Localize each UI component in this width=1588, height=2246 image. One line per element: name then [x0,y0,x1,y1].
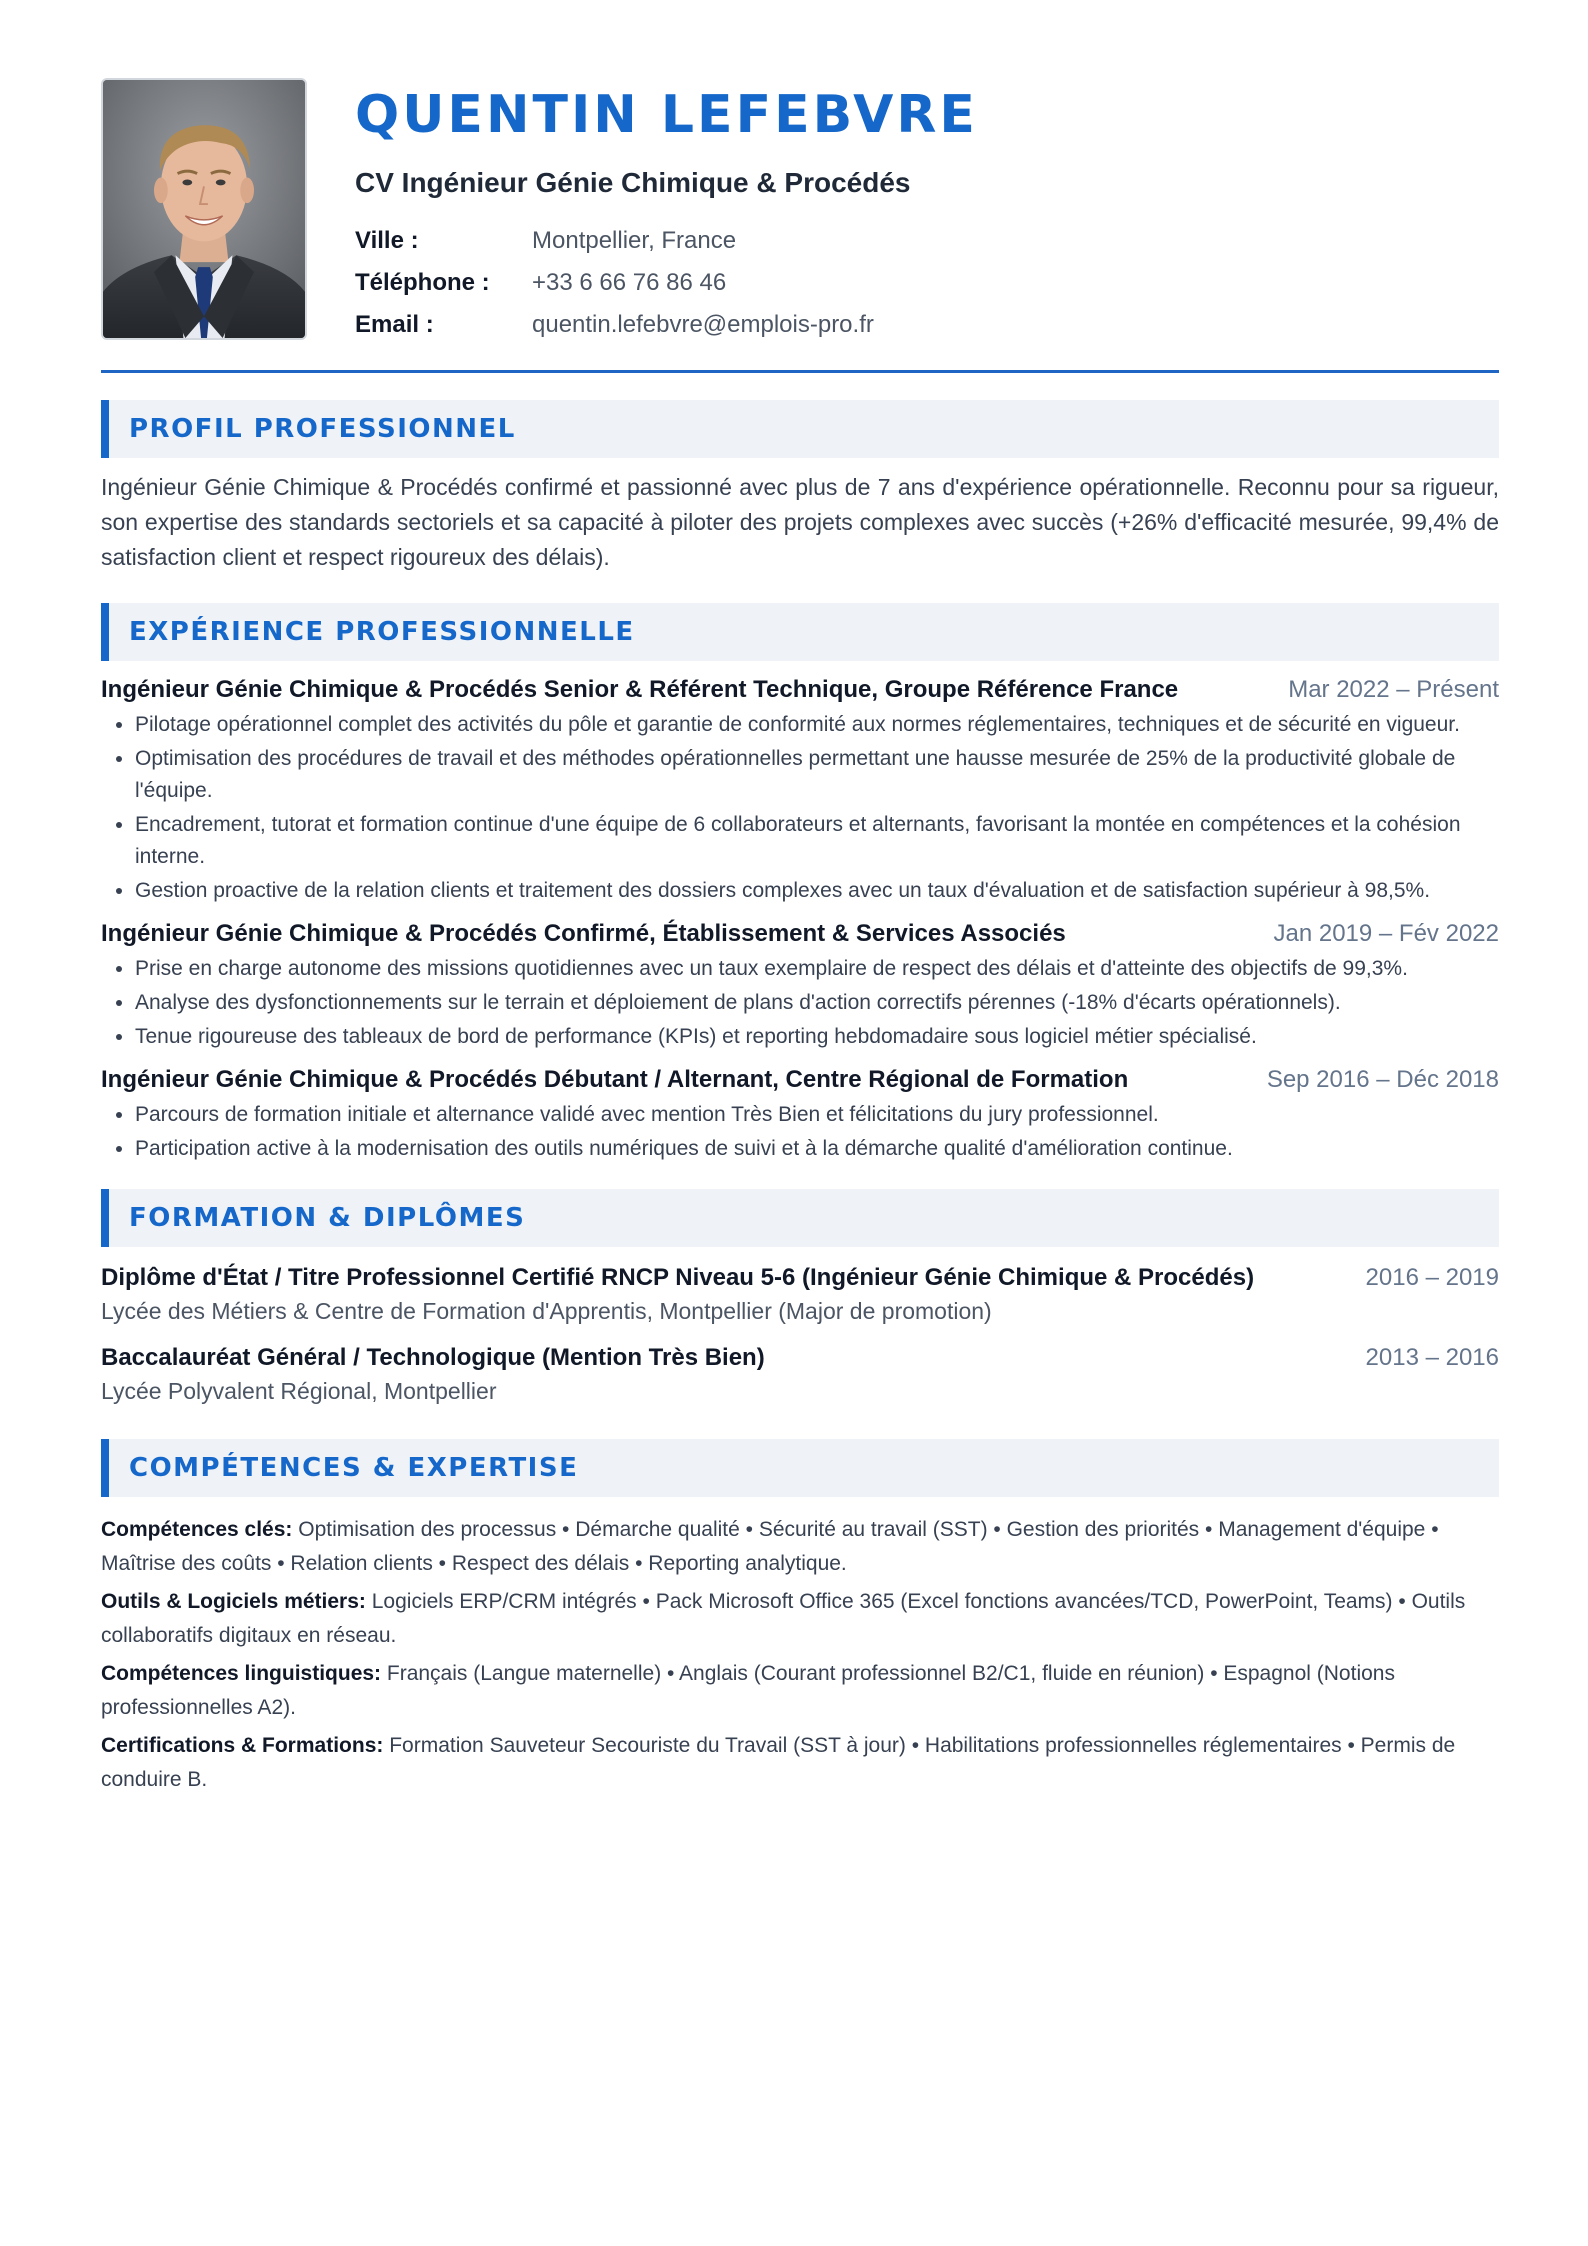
section-heading-text: EXPÉRIENCE PROFESSIONNELLE [129,617,635,647]
resume-title: CV Ingénieur Génie Chimique & Procédés [355,167,911,198]
job-title: Ingénieur Génie Chimique & Procédés Confirmé, Établissement & Services Associés [101,920,1066,947]
resume-page [101,78,1499,1801]
job-date: Mar 2022 – Présent [1288,676,1499,703]
skill-label: Certifications & Formations: [101,1734,384,1757]
school-name: Lycée des Métiers & Centre de Formation d'Apprentis, Montpellier (Major de promotion) [101,1298,992,1324]
header-info [355,78,1499,346]
skills-section [101,1439,1499,1797]
contact-label: Email : [355,311,434,338]
contact-list [355,220,1499,346]
skill-item [101,1513,1499,1581]
job-header [101,1063,1499,1097]
school-name: Lycée Polyvalent Régional, Montpellier [101,1378,497,1404]
degree-title: Baccalauréat Général / Technologique (Mention Très Bien) [101,1344,765,1371]
bullet-item: • Prise en charge autonome des missions quotidiennes avec un taux exemplaire de respect des délais et d'atteinte des objectifs de 99,3%. [135,953,1499,985]
profile-photo [101,78,307,340]
section-heading-text: FORMATION & DIPLÔMES [129,1203,526,1233]
profile-summary: Ingénieur Génie Chimique & Procédés confirmé et passionné avec plus de 7 ans d'expérience opérationnelle. Reconnu pour sa rigueur, son expertise des standards sectoriels et sa capacité à piloter des projets complexes avec succès (+26% d'efficacité mesurée, 99,4% de satisfaction client et respect rigoureux des délais). [101,474,1499,570]
contact-city [355,220,1499,262]
contact-email [355,304,1499,346]
skills-list [101,1513,1499,1797]
profile-section [101,400,1499,575]
contact-value: Montpellier, France [532,227,737,254]
contact-phone [355,262,1499,304]
experience-section [101,603,1499,1165]
skill-item [101,1585,1499,1653]
bullet-item: • Pilotage opérationnel complet des activités du pôle et garantie de conformité aux normes réglementaires, techniques et de sécurité en vigueur. [135,709,1499,741]
skill-item [101,1657,1499,1725]
section-heading [101,603,1499,661]
job-bullets [101,709,1499,907]
education-header [101,1261,1499,1295]
contact-value: quentin.lefebvre@emplois-pro.fr [532,311,874,338]
job-date: Jan 2019 – Fév 2022 [1273,920,1499,947]
degree-title: Diplôme d'État / Titre Professionnel Certifié RNCP Niveau 5-6 (Ingénieur Génie Chimique & Procédés) [101,1264,1255,1291]
bullet-item: • Participation active à la modernisation des outils numériques de suivi et à la démarche qualité d'amélioration continue. [135,1133,1499,1165]
skill-text: Logiciels ERP/CRM intégrés • Pack Microsoft Office 365 (Excel fonctions avancées/TCD, PowerPoint, Teams) • Outils collaboratifs digitaux en réseau. [101,1590,1466,1647]
job-date: Sep 2016 – Déc 2018 [1266,1066,1499,1093]
section-heading-text: COMPÉTENCES & EXPERTISE [129,1453,579,1483]
section-heading [101,1189,1499,1247]
degree-date: 2016 – 2019 [1365,1264,1499,1291]
candidate-name: QUENTIN LEFEBVRE [355,85,978,145]
job-entry [101,673,1499,907]
education-entry [101,1261,1499,1327]
skill-item [101,1729,1499,1797]
bullet-item: • Parcours de formation initiale et alternance validé avec mention Très Bien et félicitations du jury professionnel. [135,1099,1499,1131]
bullet-item: • Gestion proactive de la relation clients et traitement des dossiers complexes avec un taux d'évaluation et de satisfaction supérieur à 98,5%. [135,875,1499,907]
job-title: Ingénieur Génie Chimique & Procédés Senior & Référent Technique, Groupe Référence France [101,676,1179,703]
skill-label: Outils & Logiciels métiers: [101,1590,366,1613]
job-header [101,917,1499,951]
job-title: Ingénieur Génie Chimique & Procédés Débutant / Alternant, Centre Régional de Formation [101,1066,1129,1093]
skill-text: Optimisation des processus • Démarche qualité • Sécurité au travail (SST) • Gestion des priorités • Management d'équipe • Maîtrise des coûts • Relation clients • Respect des délais • Reporting analytique. [101,1518,1439,1575]
degree-date: 2013 – 2016 [1365,1344,1499,1371]
contact-value: +33 6 66 76 86 46 [532,269,727,296]
education-section [101,1189,1499,1407]
bullet-item: • Analyse des dysfonctionnements sur le terrain et déploiement de plans d'action correctifs pérennes (-18% d'écarts opérationnels). [135,987,1499,1019]
skill-text: Français (Langue maternelle) • Anglais (Courant professionnel B2/C1, fluide en réunion) • Espagnol (Notions professionnelles A2). [101,1662,1395,1719]
education-header [101,1341,1499,1375]
job-entry [101,917,1499,1053]
job-header [101,673,1499,707]
bullet-item: • Optimisation des procédures de travail et des méthodes opérationnelles permettant une hausse mesurée de 25% de la productivité globale de l'équipe. [135,743,1499,807]
contact-label: Téléphone : [355,269,490,296]
skill-label: Compétences clés: [101,1518,293,1541]
bullet-item: • Tenue rigoureuse des tableaux de bord de performance (KPIs) et reporting hebdomadaire sous logiciel métier spécialisé. [135,1021,1499,1053]
job-entry [101,1063,1499,1165]
section-heading [101,1439,1499,1497]
section-heading-text: PROFIL PROFESSIONNEL [129,414,516,444]
education-entry [101,1341,1499,1407]
job-bullets [101,953,1499,1053]
portrait-image [103,80,305,338]
bullet-item: • Encadrement, tutorat et formation continue d'une équipe de 6 collaborateurs et alternants, favorisant la montée en compétences et la cohésion interne. [135,809,1499,873]
section-heading [101,400,1499,458]
skill-text: Formation Sauveteur Secouriste du Travail (SST à jour) • Habilitations professionnelles réglementaires • Permis de conduire B. [101,1734,1456,1791]
skill-label: Compétences linguistiques: [101,1662,382,1685]
job-bullets [101,1099,1499,1165]
contact-label: Ville : [355,227,419,254]
resume-header [101,78,1499,373]
